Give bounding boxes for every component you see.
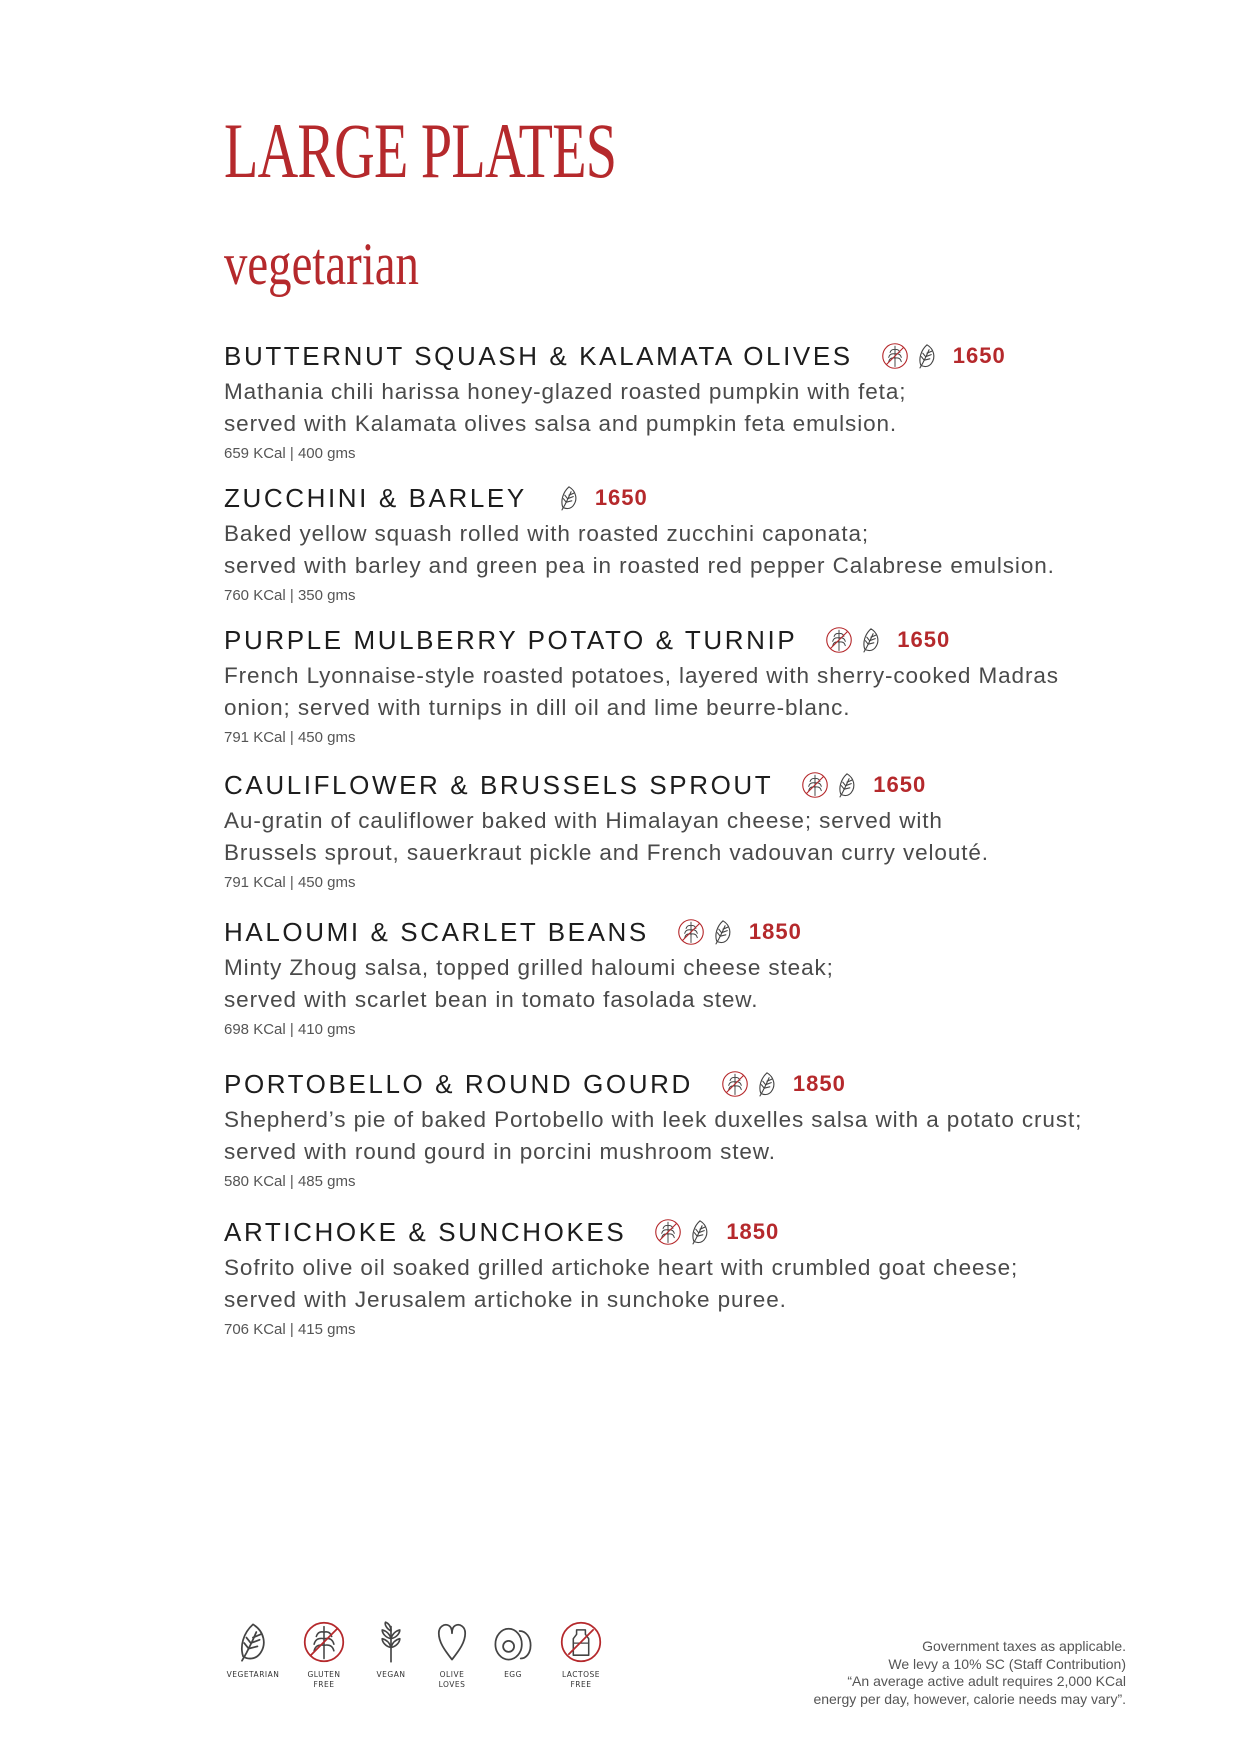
legend-label-line: OLIVE	[439, 1670, 465, 1679]
item-price: 1650	[897, 627, 951, 652]
olive-loves-icon	[417, 1620, 487, 1664]
item-nutrition: 706 KCal | 415 gms	[224, 1321, 356, 1338]
menu-item	[224, 1066, 1124, 1190]
description-line: Au-gratin of cauliflower baked with Himalayan cheese; served with	[224, 808, 943, 833]
vegan-icon	[356, 1620, 426, 1664]
legend-label	[289, 1670, 359, 1690]
legend-label	[478, 1670, 548, 1680]
item-nutrition: 791 KCal | 450 gms	[224, 874, 356, 891]
item-description	[224, 376, 1124, 439]
footnote-line: “An average active adult requires 2,000 KCal	[847, 1673, 1126, 1689]
description-line: Shepherd’s pie of baked Portobello with leek duxelles salsa with a potato crust;	[224, 1107, 1083, 1132]
vegetarian-icon	[555, 484, 583, 512]
gluten-free-icon	[289, 1620, 359, 1664]
footnote-line: Government taxes as applicable.	[922, 1638, 1126, 1654]
item-nutrition: 659 KCal | 400 gms	[224, 445, 356, 462]
item-description	[224, 518, 1124, 581]
item-description	[224, 1104, 1124, 1167]
item-description	[224, 660, 1124, 723]
item-name: HALOUMI & SCARLET BEANS	[224, 916, 649, 947]
item-name: BUTTERNUT SQUASH & KALAMATA OLIVES	[224, 340, 853, 371]
item-diet-icons	[654, 1218, 714, 1246]
gluten-free-icon	[801, 771, 829, 799]
item-price: 1850	[726, 1219, 780, 1244]
description-line: onion; served with turnips in dill oil and lime beurre-blanc.	[224, 694, 851, 720]
legend-label-line: EGG	[504, 1670, 522, 1679]
legend-label	[356, 1670, 426, 1680]
section-subtitle: vegetarian	[224, 231, 419, 297]
item-diet-icons	[801, 771, 861, 799]
legend-label	[417, 1670, 487, 1690]
footnote	[813, 1638, 1126, 1708]
gluten-free-icon	[721, 1070, 749, 1098]
item-description	[224, 805, 1124, 868]
item-diet-icons	[881, 342, 941, 370]
menu-item	[224, 1214, 1124, 1338]
item-nutrition: 791 KCal | 450 gms	[224, 729, 356, 746]
legend-label-line: VEGAN	[376, 1670, 406, 1679]
legend-label	[218, 1670, 288, 1680]
description-line: Sofrito olive oil soaked grilled artichoke heart with crumbled goat cheese;	[224, 1255, 1019, 1280]
item-diet-icons	[677, 918, 737, 946]
item-price: 1850	[792, 1071, 846, 1096]
description-line: served with Kalamata olives salsa and pumpkin feta emulsion.	[224, 410, 898, 436]
vegetarian-icon	[833, 771, 861, 799]
item-nutrition: 760 KCal | 350 gms	[224, 587, 356, 604]
menu-item	[224, 480, 1124, 604]
gluten-free-icon	[881, 342, 909, 370]
item-diet-icons	[555, 484, 583, 512]
description-line: Minty Zhoug salsa, topped grilled haloumi cheese steak;	[224, 955, 834, 980]
description-line: Baked yellow squash rolled with roasted zucchini caponata;	[224, 521, 870, 546]
vegetarian-icon	[709, 918, 737, 946]
legend-label-line: FREE	[313, 1680, 335, 1689]
item-diet-icons	[721, 1070, 781, 1098]
vegetarian-icon	[686, 1218, 714, 1246]
description-line: Mathania chili harissa honey-glazed roasted pumpkin with feta;	[224, 379, 907, 404]
item-diet-icons	[825, 626, 885, 654]
menu-item	[224, 622, 1124, 746]
vegetarian-icon	[218, 1620, 288, 1664]
item-price: 1650	[952, 343, 1006, 368]
description-line: served with round gourd in porcini mushroom stew.	[224, 1138, 776, 1164]
item-description	[224, 1252, 1124, 1315]
legend-label-line: FREE	[570, 1680, 592, 1689]
item-name: ARTICHOKE & SUNCHOKES	[224, 1216, 627, 1247]
lactose-free-icon	[546, 1620, 616, 1664]
menu-item	[224, 914, 1124, 1038]
description-line: served with scarlet bean in tomato fasolada stew.	[224, 986, 759, 1012]
gluten-free-icon	[825, 626, 853, 654]
description-line: Brussels sprout, sauerkraut pickle and French vadouvan curry velouté.	[224, 839, 989, 865]
gluten-free-icon	[677, 918, 705, 946]
vegetarian-icon	[857, 626, 885, 654]
legend-label-line: GLUTEN	[307, 1670, 341, 1679]
gluten-free-icon	[654, 1218, 682, 1246]
description-line: served with barley and green pea in roasted red pepper Calabrese emulsion.	[224, 552, 1055, 578]
legend-item	[478, 1620, 548, 1680]
page-title: LARGE PLATES	[224, 107, 617, 194]
item-nutrition: 698 KCal | 410 gms	[224, 1021, 356, 1038]
legend-item	[218, 1620, 288, 1680]
item-description	[224, 952, 1124, 1015]
legend-label	[546, 1670, 616, 1690]
footnote-line: energy per day, however, calorie needs may vary”.	[813, 1690, 1126, 1707]
vegetarian-icon	[913, 342, 941, 370]
legend-item	[289, 1620, 359, 1690]
item-nutrition: 580 KCal | 485 gms	[224, 1173, 356, 1190]
legend-item	[356, 1620, 426, 1680]
legend-label-line: VEGETARIAN	[226, 1670, 280, 1679]
item-name: ZUCCHINI & BARLEY	[224, 482, 527, 513]
legend-item	[546, 1620, 616, 1690]
menu-item	[224, 767, 1124, 891]
menu-item	[224, 338, 1124, 462]
item-name: PURPLE MULBERRY POTATO & TURNIP	[224, 624, 798, 655]
item-price: 1650	[873, 772, 927, 797]
egg-icon	[478, 1620, 548, 1664]
legend-label-line: LOVES	[438, 1680, 466, 1689]
description-line: served with Jerusalem artichoke in sunchoke puree.	[224, 1286, 787, 1312]
legend-item	[417, 1620, 487, 1690]
item-price: 1650	[594, 485, 648, 510]
item-name: PORTOBELLO & ROUND GOURD	[224, 1068, 693, 1099]
item-name: CAULIFLOWER & BRUSSELS SPROUT	[224, 769, 774, 800]
item-price: 1850	[748, 919, 802, 944]
vegetarian-icon	[753, 1070, 781, 1098]
description-line: French Lyonnaise-style roasted potatoes, layered with sherry-cooked Madras	[224, 663, 1059, 688]
legend-label-line: LACTOSE	[561, 1670, 601, 1679]
footnote-line: We levy a 10% SC (Staff Contribution)	[888, 1655, 1126, 1672]
